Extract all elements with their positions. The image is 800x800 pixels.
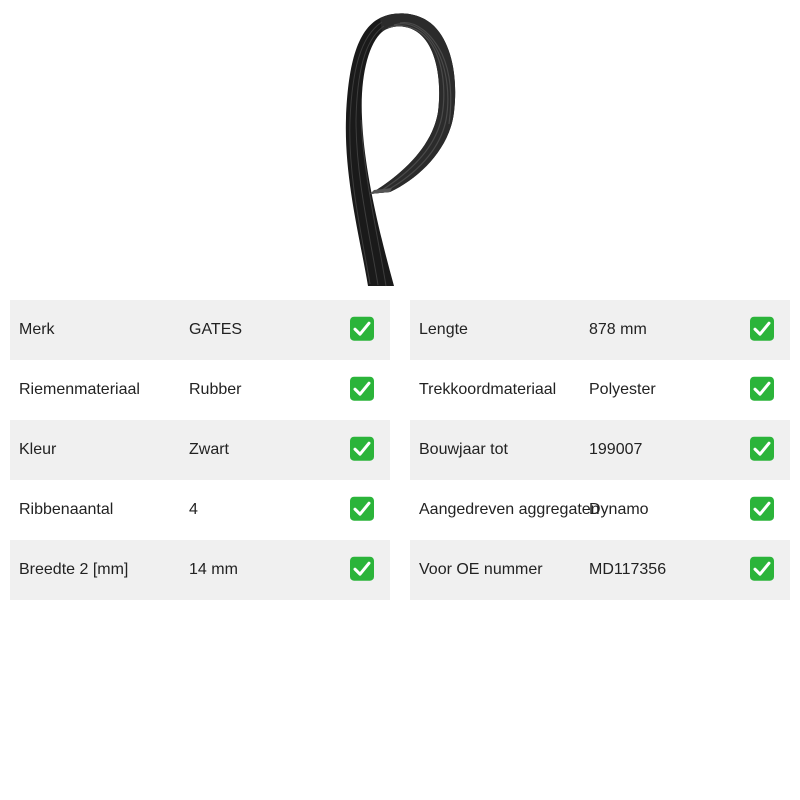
spec-value: 4: [189, 501, 198, 518]
spec-value: Dynamo: [589, 501, 649, 518]
v-ribbed-belt-image: [330, 8, 470, 288]
spec-label: Aangedreven aggregaten: [419, 501, 600, 518]
check-icon: [349, 436, 375, 462]
spec-row: [410, 360, 790, 420]
check-icon: [749, 316, 775, 342]
spec-value: 14 mm: [189, 561, 238, 578]
spec-value: MD117356: [589, 561, 667, 578]
spec-row: [410, 300, 790, 360]
spec-value: Polyester: [589, 381, 656, 398]
spec-row: [10, 540, 390, 600]
spec-label: Riemenmateriaal: [19, 381, 140, 398]
spec-value: 878 mm: [589, 321, 647, 338]
spec-label: Breedte 2 [mm]: [19, 561, 129, 578]
check-icon: [749, 376, 775, 402]
check-icon: [349, 496, 375, 522]
spec-value: 199007: [589, 441, 643, 458]
spec-row: [10, 420, 390, 480]
check-icon: [749, 436, 775, 462]
spec-value: Rubber: [189, 381, 242, 398]
check-icon: [349, 556, 375, 582]
check-icon: [349, 376, 375, 402]
spec-value: GATES: [189, 321, 243, 338]
spec-row: [410, 540, 790, 600]
spec-row: [410, 480, 790, 540]
check-icon: [749, 556, 775, 582]
spec-row: [410, 420, 790, 480]
spec-column-left: [10, 300, 390, 600]
spec-label: Bouwjaar tot: [419, 441, 508, 458]
spec-label: Lengte: [419, 321, 468, 338]
check-icon: [749, 496, 775, 522]
spec-label: Merk: [19, 321, 55, 338]
spec-label: Kleur: [19, 441, 57, 458]
spec-row: [10, 480, 390, 540]
spec-row: [10, 360, 390, 420]
spec-label: Trekkoordmateriaal: [419, 381, 557, 398]
check-icon: [349, 316, 375, 342]
spec-label: Ribbenaantal: [19, 501, 114, 518]
spec-label: Voor OE nummer: [419, 561, 543, 578]
spec-column-right: [410, 300, 790, 600]
spec-row: [10, 300, 390, 360]
spec-value: Zwart: [189, 441, 229, 458]
spec-table: [10, 300, 790, 600]
